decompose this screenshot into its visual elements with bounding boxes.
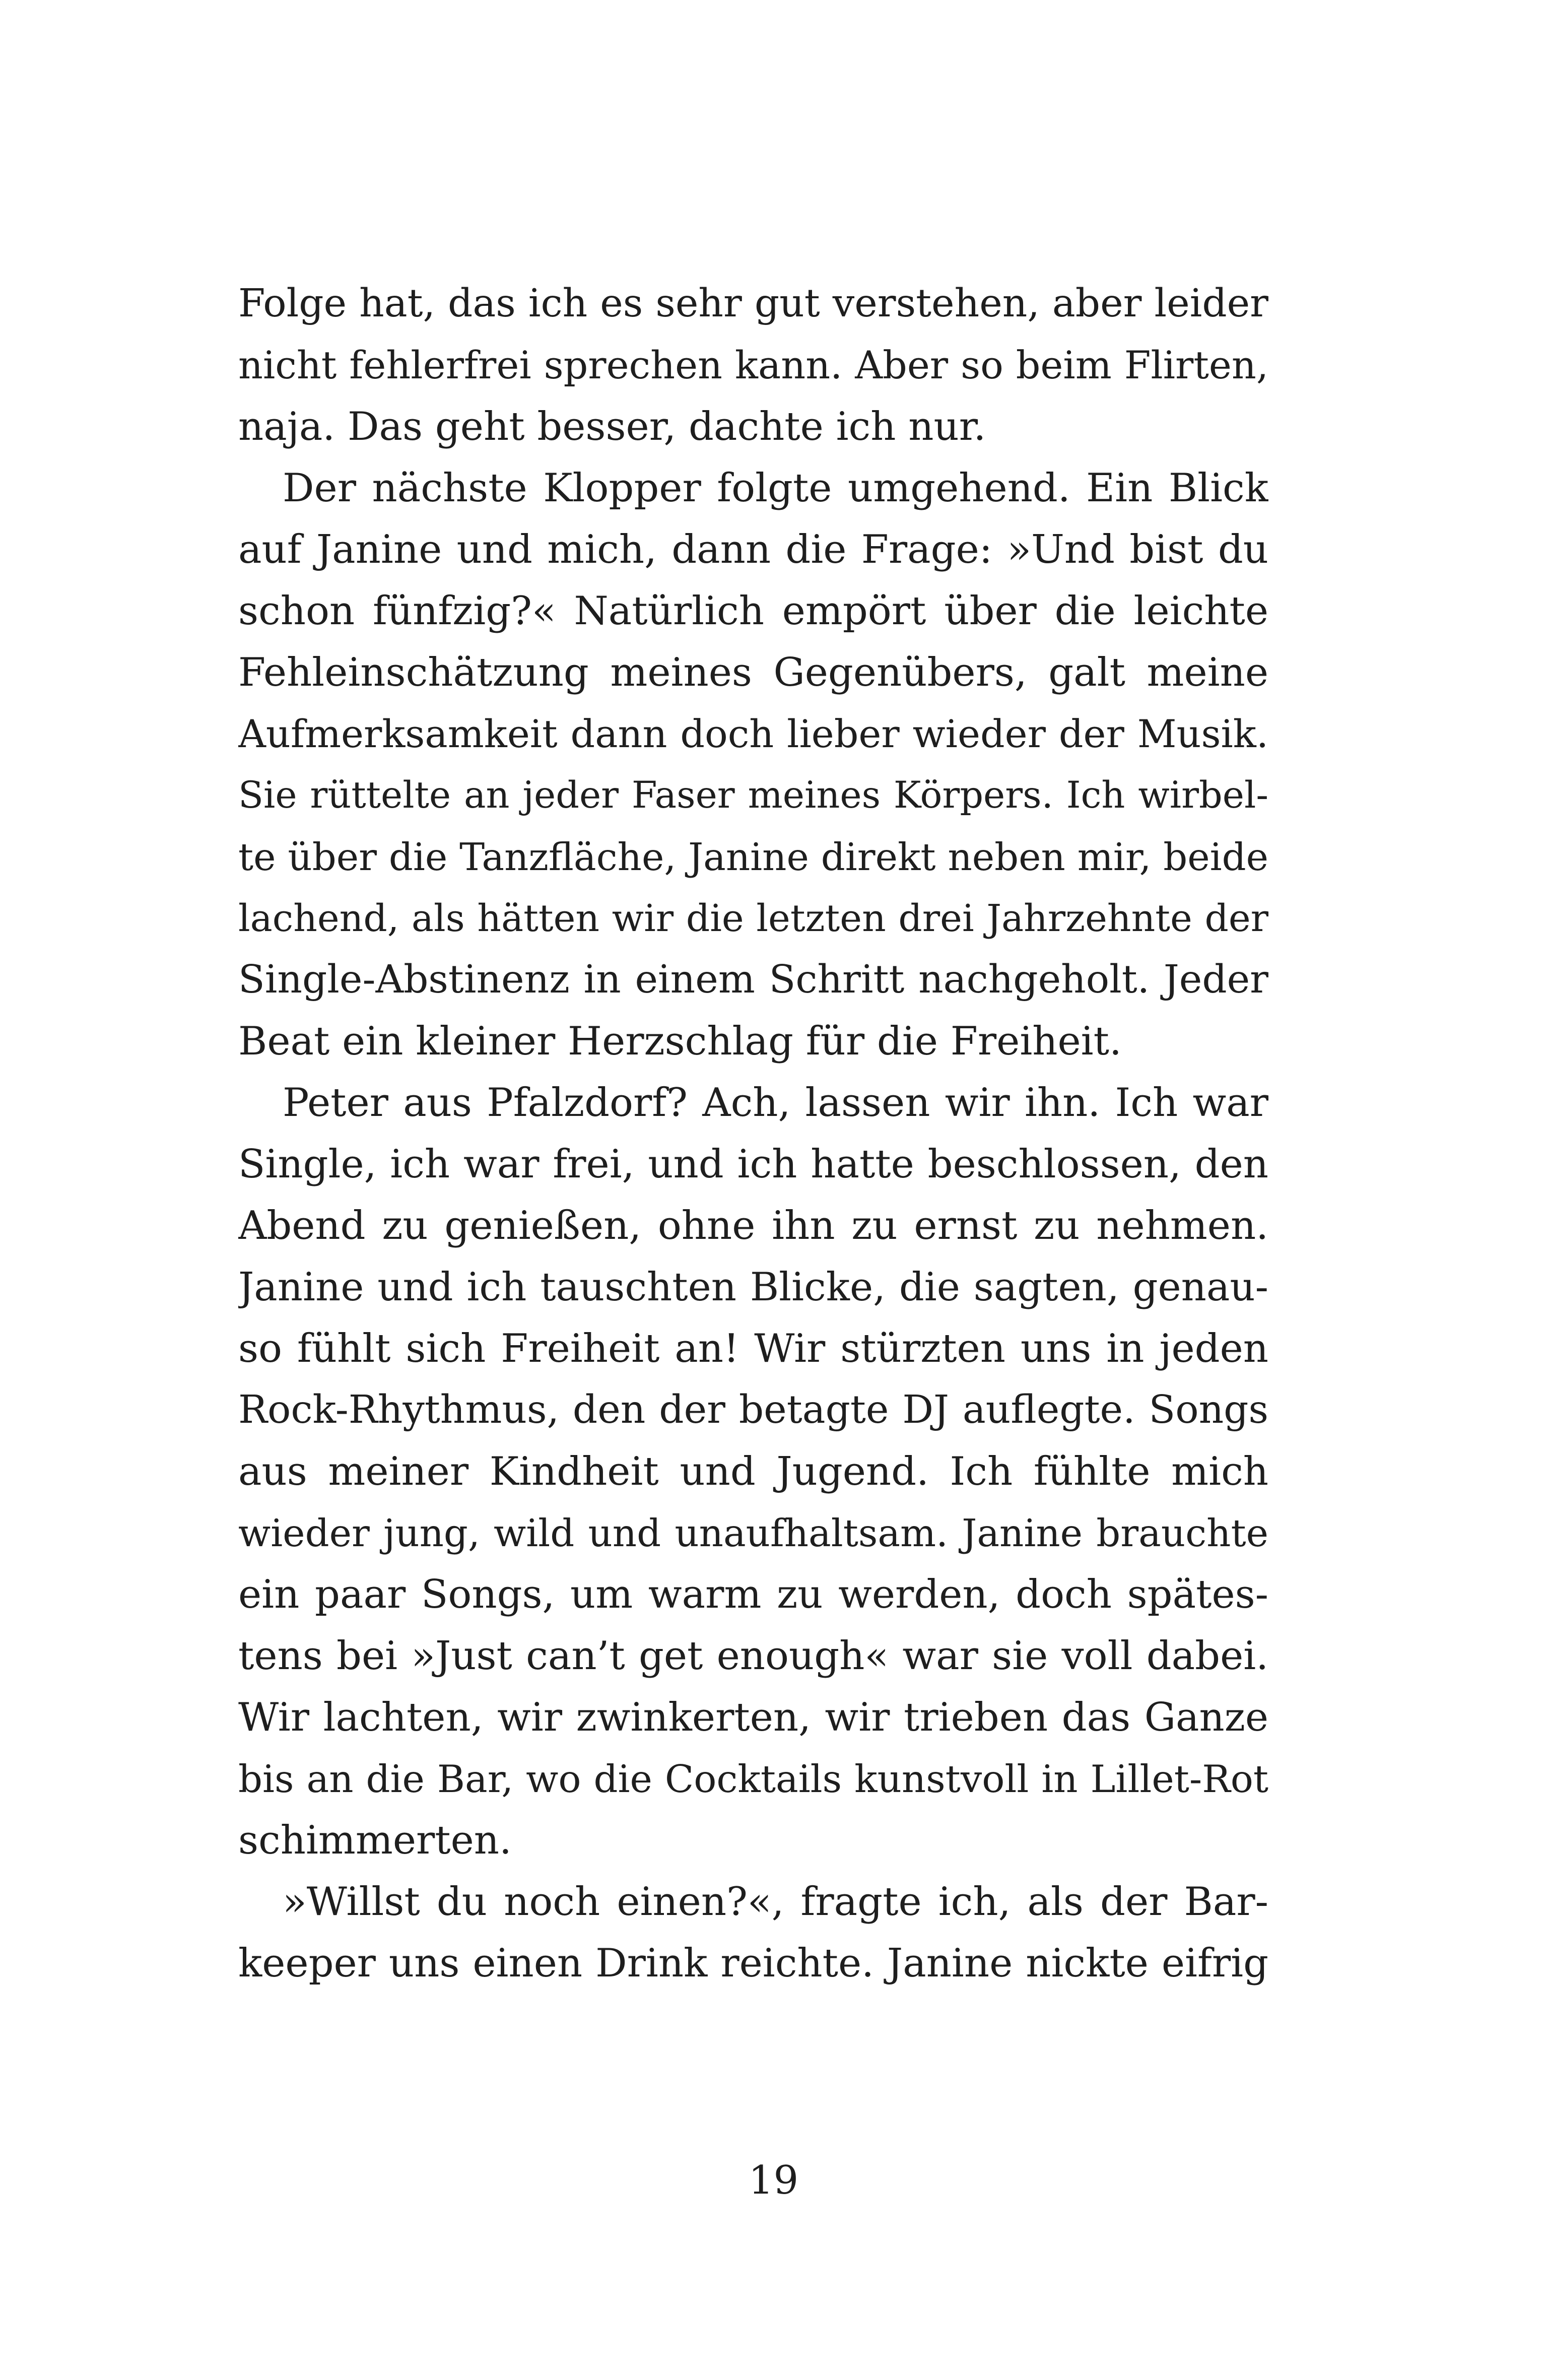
text-line: Sie rüttelte an jeder Faser meines Körpers. Ich wirbel- [238, 774, 1268, 817]
text-line: auf Janine und mich, dann die Frage: »Und bist du [238, 527, 1268, 572]
text-line: Janine und ich tauschten Blicke, die sagten, genau- [238, 1265, 1268, 1310]
text-line: ein paar Songs, um warm zu werden, doch spätes- [238, 1572, 1268, 1617]
text-line: Abend zu genießen, ohne ihn zu ernst zu nehmen. [238, 1203, 1268, 1248]
page-number: 19 [748, 2158, 799, 2203]
text-line: Single, ich war frei, und ich hatte beschlossen, den [238, 1142, 1268, 1187]
text-line: so fühlt sich Freiheit an! Wir stürzten uns in jeden [238, 1326, 1268, 1371]
text-line: lachend, als hätten wir die letzten drei Jahrzehnte der [238, 897, 1268, 940]
text-line: keeper uns einen Drink reichte. Janine nickte eifrig [238, 1941, 1268, 1986]
text-line: Beat ein kleiner Herzschlag für die Freiheit. [238, 1019, 1122, 1064]
text-line: Fehleinschätzung meines Gegenübers, galt meine [238, 650, 1268, 695]
text-line: nicht fehlerfrei sprechen kann. Aber so beim Flirten, [238, 343, 1268, 387]
text-line: bis an die Bar, wo die Cocktails kunstvoll in Lillet-Rot [238, 1757, 1268, 1801]
text-line: wieder jung, wild und unaufhaltsam. Janine brauchte [238, 1511, 1268, 1555]
text-line: Rock-Rhythmus, den der betagte DJ auflegte. Songs [238, 1387, 1268, 1432]
text-line: Wir lachten, wir zwinkerten, wir trieben das Ganze [238, 1695, 1268, 1740]
text-line: Aufmerksamkeit dann doch lieber wieder der Musik. [238, 711, 1268, 756]
text-line: Single-Abstinenz in einem Schritt nachgeholt. Jeder [238, 957, 1268, 1002]
text-line: Der nächste Klopper folgte umgehend. Ein Blick [283, 466, 1268, 511]
text-line: naja. Das geht besser, dachte ich nur. [238, 404, 986, 449]
text-line: »Willst du noch einen?«, fragte ich, als der Bar- [283, 1879, 1268, 1925]
text-line: te über die Tanzfläche, Janine direkt neben mir, beide [238, 835, 1268, 879]
text-line: schon fünfzig?« Natürlich empört über die leichte [238, 588, 1268, 634]
body-text [238, 273, 1268, 1994]
text-line: aus meiner Kindheit und Jugend. Ich fühlte mich [238, 1449, 1268, 1494]
text-line: tens bei »Just can’t get enough« war sie voll dabei. [238, 1633, 1268, 1679]
text-line: Folge hat, das ich es sehr gut verstehen, aber leider [238, 281, 1268, 326]
text-line: Peter aus Pfalzdorf? Ach, lassen wir ihn. Ich war [283, 1080, 1268, 1126]
text-line: schimmerten. [238, 1818, 512, 1863]
